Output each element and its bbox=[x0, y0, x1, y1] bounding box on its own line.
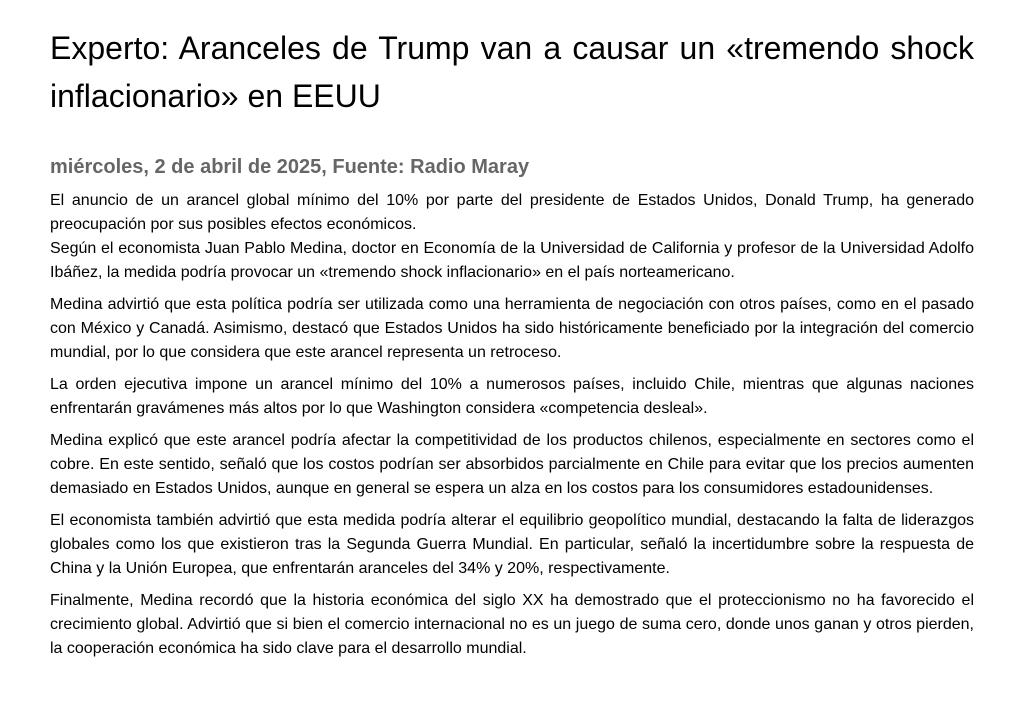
paragraph bbox=[50, 589, 974, 661]
article-meta: miércoles, 2 de abril de 2025, Fuente: Radio Maray bbox=[50, 156, 530, 178]
paragraph bbox=[50, 293, 974, 365]
paragraph bbox=[50, 189, 974, 285]
paragraph-line: Medina explicó que este arancel podría afectar la competitividad de los productos chilenos, especialmente en sectores como el cobre. En este sentido, señaló que los costos podrían ser absorbidos parcialmente en Chile para evitar que los precios aumenten demasiado en Estados Unidos, aunque en general se espera un alza en los costos para los consumidores estadounidenses. bbox=[50, 432, 974, 497]
paragraph bbox=[50, 373, 974, 421]
paragraph-line: La orden ejecutiva impone un arancel mínimo del 10% a numerosos países, incluido Chile, mientras que algunas naciones enfrentarán gravámenes más altos por lo que Washington considera «competencia desleal». bbox=[50, 376, 974, 417]
paragraph-line: El anuncio de un arancel global mínimo del 10% por parte del presidente de Estados Unidos, Donald Trump, ha generado preocupación por sus posibles efectos económicos. bbox=[50, 192, 974, 233]
paragraph-line: Finalmente, Medina recordó que la historia económica del siglo XX ha demostrado que el proteccionismo no ha favorecido el crecimiento global. Advirtió que si bien el comercio internacional no es un juego de suma cero, donde unos ganan y otros pierden, la cooperación económica ha sido clave para el desarrollo mundial. bbox=[50, 592, 974, 657]
article-body bbox=[50, 189, 974, 661]
article bbox=[50, 0, 974, 669]
article-title: Experto: Aranceles de Trump van a causar un «tremendo shock inflacionario» en EEUU bbox=[50, 30, 974, 114]
paragraph-line: El economista también advirtió que esta medida podría alterar el equilibrio geopolítico mundial, destacando la falta de liderazgos globales como los que existieron tras la Segunda Guerra Mundial. En particular, señaló la incertidumbre sobre la respuesta de China y la Unión Europea, que enfrentarán aranceles del 34% y 20%, respectivamente. bbox=[50, 512, 974, 577]
paragraph bbox=[50, 429, 974, 501]
paragraph bbox=[50, 509, 974, 581]
paragraph-line: Según el economista Juan Pablo Medina, doctor en Economía de la Universidad de California y profesor de la Universidad Adolfo Ibáñez, la medida podría provocar un «tremendo shock inflacionario» en el país norteamericano. bbox=[50, 240, 974, 281]
paragraph-line: Medina advirtió que esta política podría ser utilizada como una herramienta de negociación con otros países, como en el pasado con México y Canadá. Asimismo, destacó que Estados Unidos ha sido históricamente beneficiado por la integración del comercio mundial, por lo que considera que este arancel representa un retroceso. bbox=[50, 296, 974, 361]
